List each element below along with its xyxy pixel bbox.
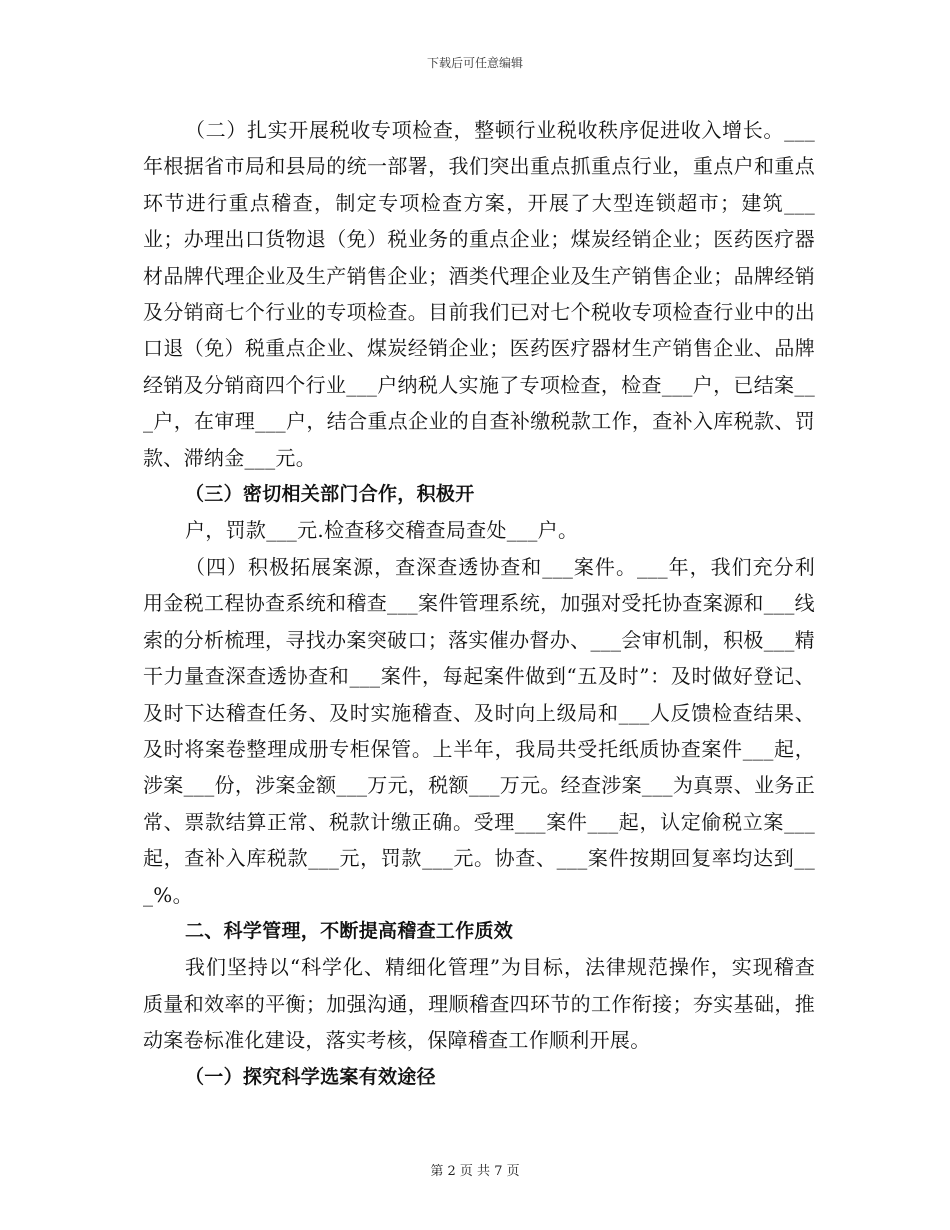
- paragraph-case-sources: （四）积极拓展案源，查深查透协查和___案件。___年，我们充分利用金税工程协查系统和稽查___案件管理系统，加强对受托协查案源和___线索的分析梳理，寻找办案突破口；落实催办督办、___会审机制，积极___精干力量查深查透协查和___案件，每起案件做到“五及时”：及时做好登记、及时下达稽查任务、及时实施稽查、及时向上级局和___人反馈检查结果、及时将案卷整理成册专柜保管。上半年，我局共受托纸质协查案件___起，涉案___份，涉案金额___万元，税额___万元。经查涉案___为真票、业务正常、票款结算正常、税款计缴正确。受理___案件___起，认定偷税立案___起，查补入库税款___元，罚款___元。协查、___案件按期回复率均达到___%。: [143, 554, 815, 907]
- heading-case-selection: （一）探究科学选案有效途径: [185, 1065, 436, 1088]
- page-number: 第 2 页 共 7 页: [430, 1164, 520, 1179]
- heading-department-cooperation: （三）密切相关部门合作，积极开: [185, 483, 475, 506]
- page-header: 下载后可任意编辑: [426, 56, 523, 70]
- document-body: [143, 112, 815, 1095]
- paragraph-management-goals: 我们坚持以“科学化、精细化管理”为目标，法律规范操作，实现稽查质量和效率的平衡；加强沟通，理顺稽查四环节的工作衔接；夯实基础，推动案卷标准化建设，落实考核，保障稽查工作顺利开展。: [143, 955, 815, 1053]
- paragraph-penalty-summary: 户，罚款___元.检查移交稽查局查处___户。: [185, 518, 579, 543]
- paragraph-special-inspection: （二）扎实开展税收专项检查，整顿行业税收秩序促进收入增长。___年根据省市局和县局的统一部署，我们突出重点抓重点行业，重点户和重点环节进行重点稽查，制定专项检查方案，开展了大型连锁超市；建筑___业；办理出口货物退（免）税业务的重点企业；煤炭经销企业；医药医疗器材品牌代理企业及生产销售企业；酒类代理企业及生产销售企业；品牌经销及分销商七个行业的专项检查。目前我们已对七个税收专项检查行业中的出口退（免）税重点企业、煤炭经销企业；医药医疗器材生产销售企业、品牌经销及分销商四个行业___户纳税人实施了专项检查，检查___户，已结案___户，在审理___户，结合重点企业的自查补缴税款工作，查补入库税款、罚款、滞纳金___元。: [143, 118, 815, 470]
- heading-scientific-management: 二、科学管理，不断提高稽查工作质效: [185, 919, 514, 942]
